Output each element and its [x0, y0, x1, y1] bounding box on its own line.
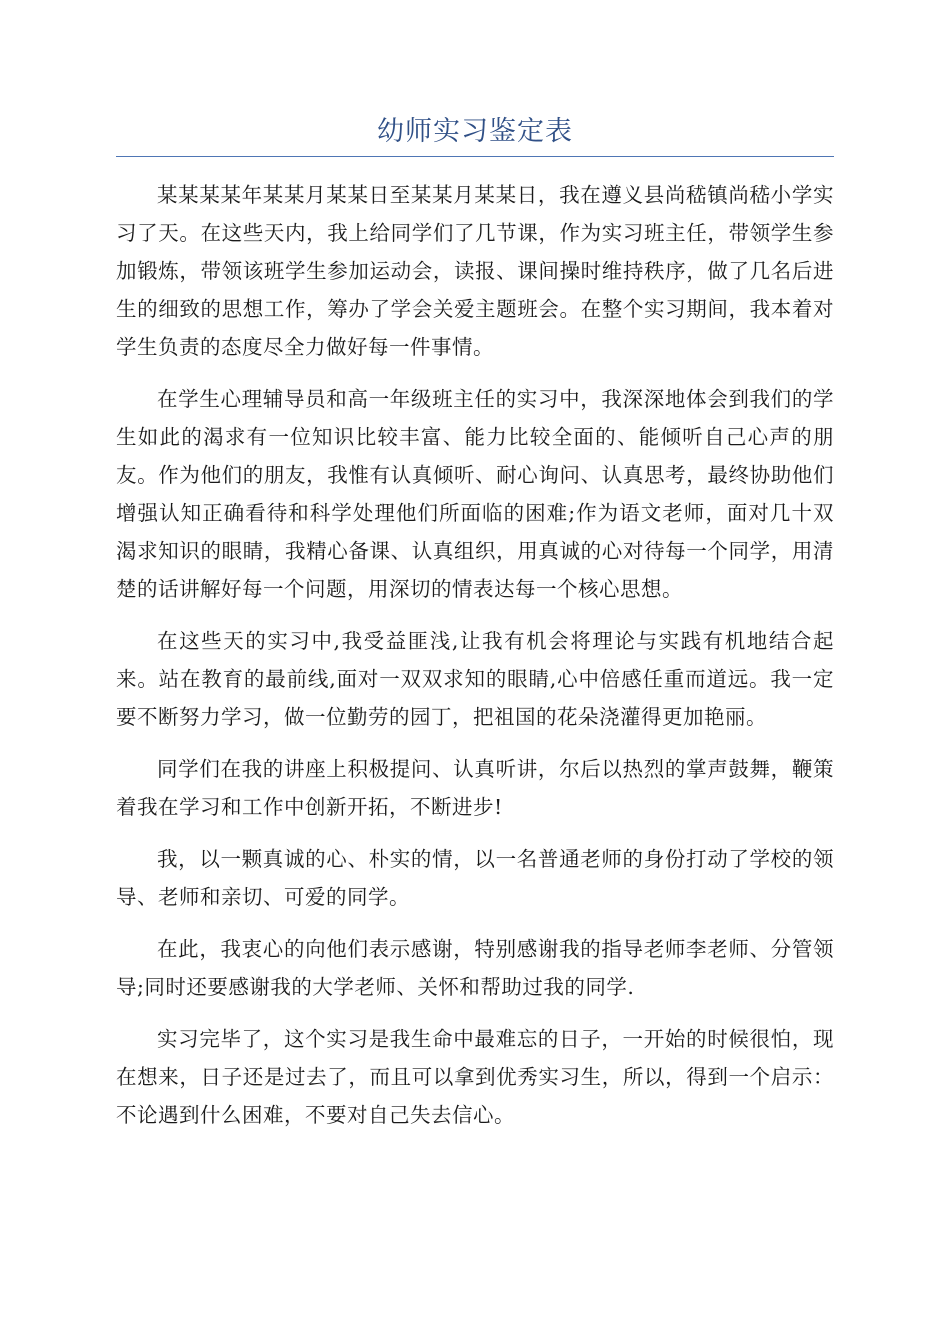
paragraph-3: 在这些天的实习中,我受益匪浅,让我有机会将理论与实践有机地结合起来。站在教育的最前线,面对一双双求知的眼睛,心中倍感任重而道远。我一定要不断努力学习，做一位勤劳的园丁，把祖国的花朵浇灌得更加艳丽。	[116, 629, 834, 729]
paragraph-2: 在学生心理辅导员和高一年级班主任的实习中，我深深地体会到我们的学生如此的渴求有一位知识比较丰富、能力比较全面的、能倾听自己心声的朋友。作为他们的朋友，我惟有认真倾听、耐心询问、认真思考，最终协助他们增强认知正确看待和科学处理他们所面临的困难;作为语文老师，面对几十双渴求知识的眼睛，我精心备课、认真组织，用真诚的心对待每一个同学，用清楚的话讲解好每一个问题，用深切的情表达每一个核心思想。	[116, 387, 834, 601]
title-block	[116, 112, 834, 157]
paragraph-1: 某某某某年某某月某某日至某某月某某日，我在遵义县尚嵇镇尚嵇小学实习了天。在这些天内，我上给同学们了几节课，作为实习班主任，带领学生参加锻炼，带领该班学生参加运动会，读报、课间操时维持秩序，做了几名后进生的细致的思想工作，筹办了学会关爱主题班会。在整个实习期间，我本着对学生负责的态度尽全力做好每一件事情。	[116, 183, 834, 359]
paragraph-6: 在此，我衷心的向他们表示感谢，特别感谢我的指导老师李老师、分管领导;同时还要感谢我的大学老师、关怀和帮助过我的同学.	[116, 937, 834, 999]
paragraph-4: 同学们在我的讲座上积极提问、认真听讲，尔后以热烈的掌声鼓舞，鞭策着我在学习和工作中创新开拓，不断进步!	[116, 757, 834, 819]
paragraph-5: 我，以一颗真诚的心、朴实的情，以一名普通老师的身份打动了学校的领导、老师和亲切、可爱的同学。	[116, 847, 834, 909]
document-body	[116, 176, 834, 1148]
paragraph-7: 实习完毕了，这个实习是我生命中最难忘的日子，一开始的时候很怕，现在想来，日子还是过去了，而且可以拿到优秀实习生，所以，得到一个启示：不论遇到什么困难，不要对自己失去信心。	[116, 1027, 834, 1127]
document-title: 幼师实习鉴定表	[377, 116, 573, 147]
